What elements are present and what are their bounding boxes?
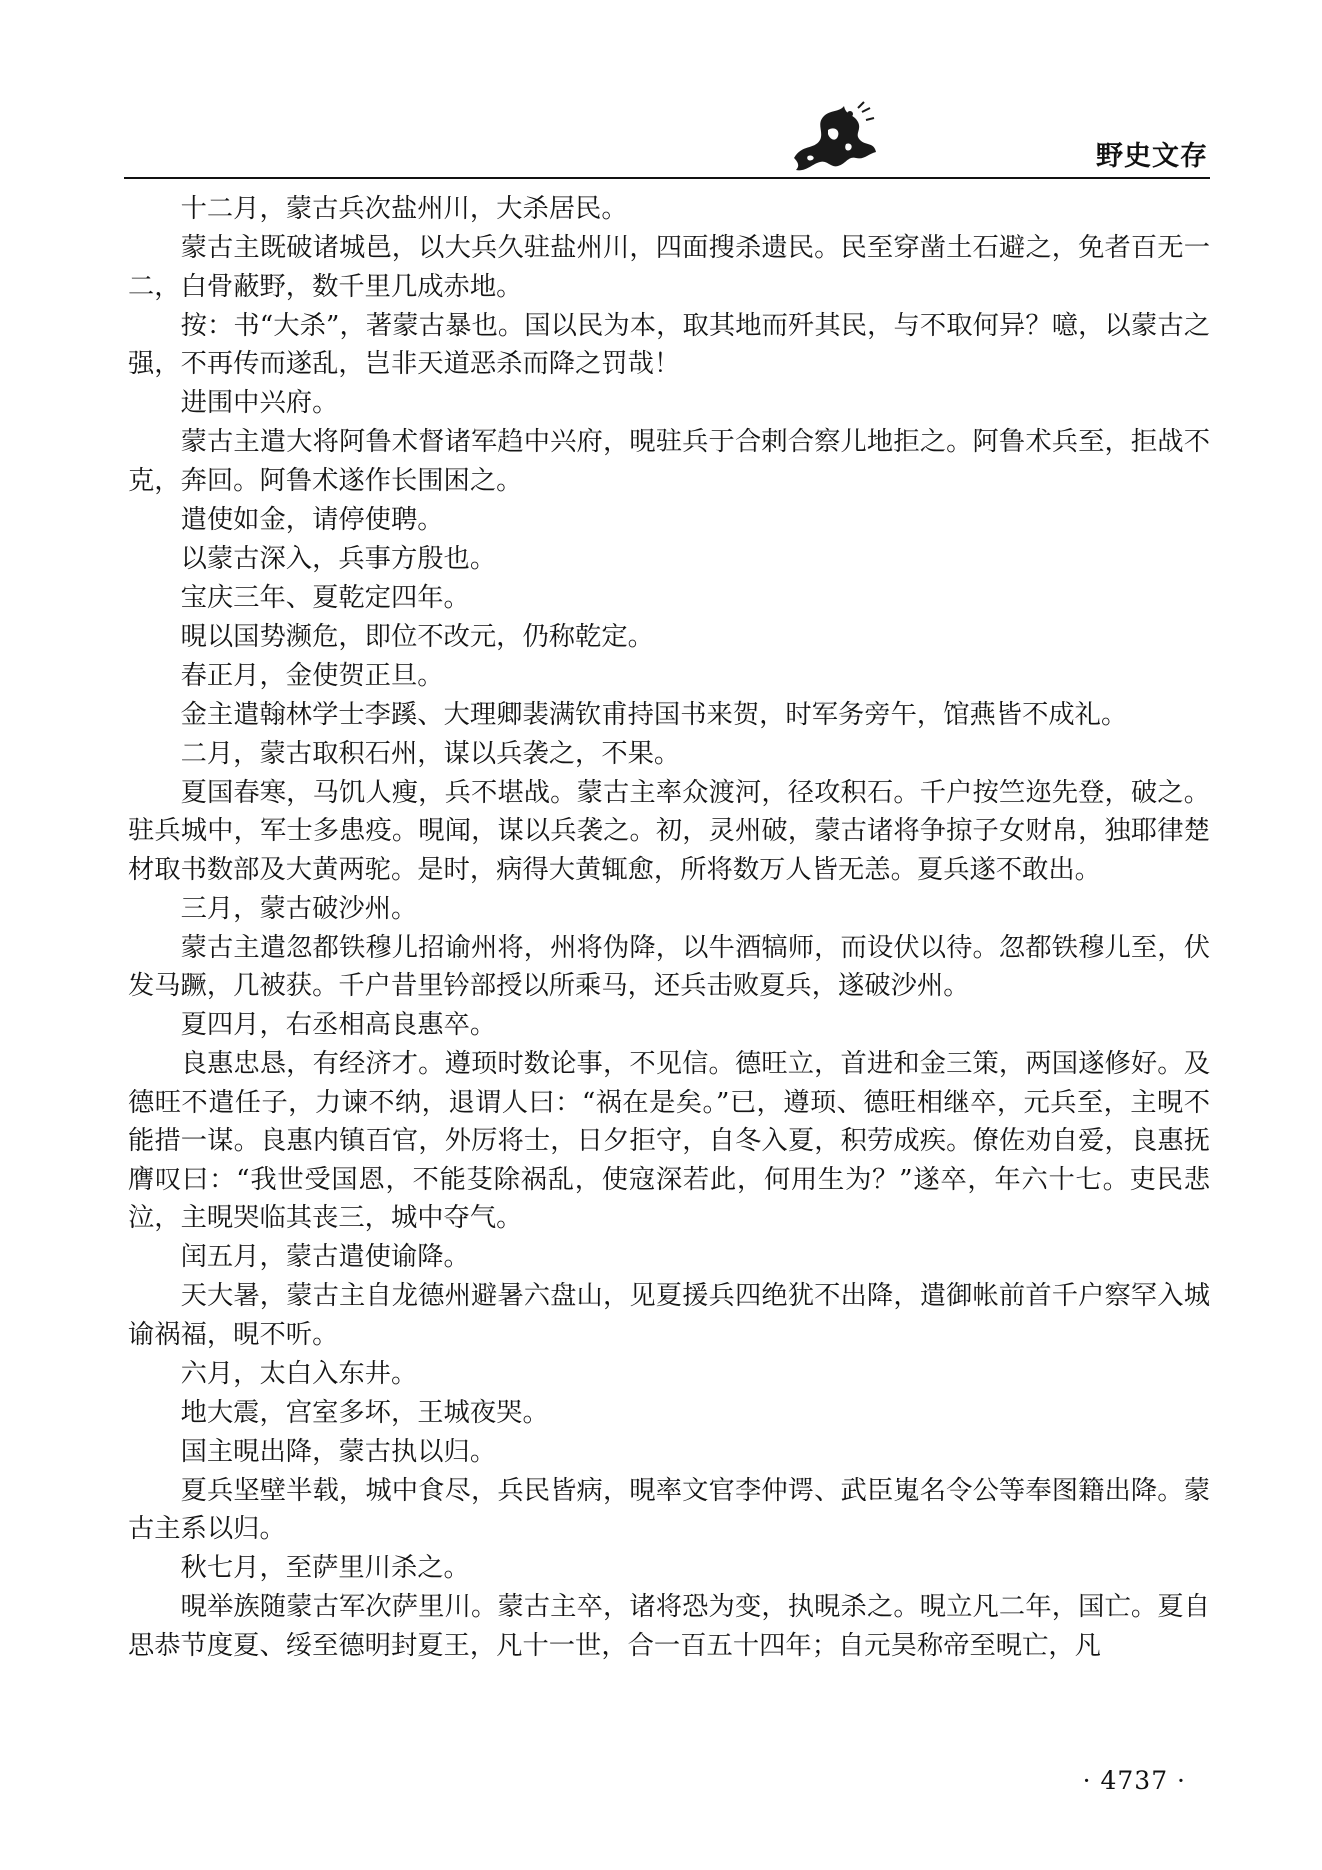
paragraph: 宝庆三年、夏乾定四年。 — [180, 582, 470, 613]
paragraph: 二月，蒙古取积石州，谋以兵袭之，不果。 — [180, 738, 681, 769]
paragraph: 三月，蒙古破沙州。 — [180, 893, 418, 924]
paragraph: 蒙古主遣忽都铁穆儿招谕州将，州将伪降，以牛酒犒师，而设伏以待。忽都铁穆儿至，伏发马蹶，几被获。千户昔里钤部授以所乘马，还兵击败夏兵，遂破沙州。 — [128, 932, 1210, 1001]
page-number: · 4737 · — [1082, 1766, 1186, 1795]
page-header — [124, 100, 1210, 182]
paragraph: 遣使如金，请停使聘。 — [180, 504, 444, 535]
paragraph: 夏四月，右丞相高良惠卒。 — [180, 1010, 497, 1040]
paragraph: 六月，太白入东井。 — [180, 1358, 418, 1389]
paragraph: 十二月，蒙古兵次盐州川，大杀居民。 — [180, 194, 628, 224]
paragraph: 国主晛出降，蒙古执以归。 — [180, 1436, 497, 1467]
paragraph: 以蒙古深入，兵事方殷也。 — [180, 543, 497, 574]
header-rule — [124, 177, 1210, 179]
book-series-title: 野史文存 — [1096, 141, 1208, 172]
paragraph: 按：书“大杀”，著蒙古暴也。国以民为本，取其地而歼其民，与不取何异？噫，以蒙古之强，不再传而遂乱，岂非天道恶杀而降之罚哉！ — [128, 310, 1210, 379]
paragraph: 金主遣翰林学士李蹊、大理卿裴满钦甫持国书来贺，时军务旁午，馆燕皆不成礼。 — [180, 699, 1128, 730]
paragraph: 夏兵坚壁半载，城中食尽，兵民皆病，晛率文官李仲谔、武臣嵬名令公等奉图籍出降。蒙古主系以归。 — [128, 1475, 1210, 1544]
paragraph: 晛以国势濒危，即位不改元，仍称乾定。 — [180, 621, 654, 652]
body-text — [128, 190, 1210, 1666]
paragraph: 良惠忠恳，有经济才。遵顼时数论事，不见信。德旺立，首进和金三策，两国遂修好。及德旺不遣任子，力谏不纳，退谓人曰：“祸在是矣。”已，遵顼、德旺相继卒，元兵至，主晛不能措一谋。良惠内镇百官，外厉将士，日夕拒守，自冬入夏，积劳成疾。僚佐劝自爱，良惠抚膺叹曰：“我世受国恩，不能芟除祸乱，使寇深若此，何用生为？”遂卒，年六十七。吏民悲泣，主晛哭临其丧三，城中夺气。 — [128, 1049, 1210, 1233]
dragon-emblem-icon — [788, 100, 880, 178]
paragraph: 秋七月，至萨里川杀之。 — [180, 1553, 470, 1583]
paragraph: 闰五月，蒙古遣使谕降。 — [180, 1242, 470, 1272]
paragraph: 地大震，宫室多坏，王城夜哭。 — [180, 1397, 549, 1428]
paragraph: 天大暑，蒙古主自龙德州避暑六盘山，见夏援兵四绝犹不出降，遣御帐前首千户察罕入城谕祸福，晛不听。 — [128, 1281, 1210, 1350]
paragraph: 蒙古主既破诸城邑，以大兵久驻盐州川，四面搜杀遗民。民至穿凿土石避之，免者百无一二，白骨蔽野，数千里几成赤地。 — [128, 233, 1210, 302]
paragraph: 进围中兴府。 — [180, 388, 339, 418]
paragraph: 蒙古主遣大将阿鲁术督诸军趋中兴府，晛驻兵于合剌合察儿地拒之。阿鲁术兵至，拒战不克，奔回。阿鲁术遂作长围困之。 — [128, 427, 1210, 496]
paragraph: 春正月，金使贺正旦。 — [180, 660, 444, 691]
paragraph: 夏国春寒，马饥人瘦，兵不堪战。蒙古主率众渡河，径攻积石。千户按竺迩先登，破之。驻兵城中，军士多患疫。晛闻，谋以兵袭之。初，灵州破，蒙古诸将争掠子女财帛，独耶律楚材取书数部及大黄两驼。是时，病得大黄辄愈，所将数万人皆无恙。夏兵遂不敢出。 — [128, 777, 1210, 885]
paragraph: 晛举族随蒙古军次萨里川。蒙古主卒，诸将恐为变，执晛杀之。晛立凡二年，国亡。夏自思恭节度夏、绥至德明封夏王，凡十一世，合一百五十四年；自元昊称帝至晛亡，凡 — [128, 1592, 1210, 1661]
